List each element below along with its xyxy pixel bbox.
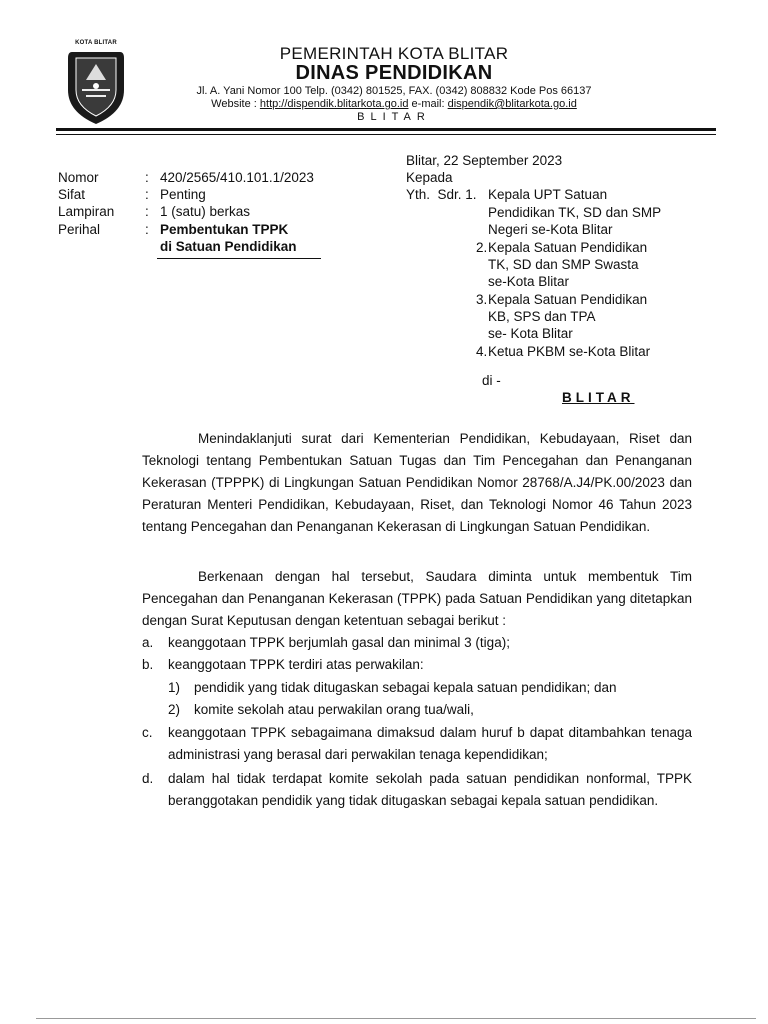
government-name: PEMERINTAH KOTA BLITAR bbox=[279, 44, 509, 63]
perihal-line1: Pembentukan TPPK bbox=[160, 222, 289, 237]
body-paragraph-2: Berkenaan dengan hal tersebut, Saudara diminta untuk membentuk Tim Pencegahan dan Penanganan Kekerasan (TPPK) pada Satuan Pendidikan yang ditetapkan dengan Surat Keputusan dengan ketentuan sebagai berikut : bbox=[142, 569, 692, 628]
recipient-1-line3: Negeri se-Kota Blitar bbox=[488, 222, 613, 237]
list-item-b2: komite sekolah atau perwakilan orang tua/wali, bbox=[194, 702, 474, 717]
recipient-3-line2: KB, SPS dan TPA bbox=[488, 309, 596, 324]
recipient-3-line3: se- Kota Blitar bbox=[488, 326, 573, 341]
recipient-2-line1: Kepala Satuan Pendidikan bbox=[488, 240, 648, 255]
nomor-value: 420/2565/410.101.1/2023 bbox=[160, 170, 314, 185]
list-item-b1: pendidik yang tidak ditugaskan sebagai kepala satuan pendidikan; dan bbox=[194, 680, 617, 695]
city-emblem bbox=[64, 40, 128, 128]
website-link[interactable]: http://dispendik.blitarkota.go.id bbox=[259, 98, 409, 110]
recipient-2-line3: se-Kota Blitar bbox=[488, 274, 570, 289]
emblem-caption: KOTA BLITAR bbox=[75, 40, 117, 46]
nomor-colon: : bbox=[145, 170, 149, 185]
sifat-colon: : bbox=[145, 187, 149, 202]
body-paragraph-1: Menindaklanjuti surat dari Kementerian Pendidikan, Kebudayaan, Riset dan Teknologi tentang Pembentukan Satuan Tugas dan Tim Pencegahan dan Penanganan Kekerasan (TPPPK) di Lingkungan Satuan Pendidikan Nomor 28768/A.J4/PK.00/2023 dan Peraturan Menteri Pendidikan, Kebudayaan, Riset, dan Teknologi Nomor 46 Tahun 2023 tentang Pencegahan dan Penanganan Kekerasan di Lingkungan Satuan Pendidikan. bbox=[142, 431, 692, 534]
letterhead-rule-thin bbox=[56, 134, 716, 135]
perihal-line2: di Satuan Pendidikan bbox=[160, 239, 297, 254]
lampiran-value: 1 (satu) berkas bbox=[160, 204, 251, 219]
letterhead-city: BLITAR bbox=[357, 111, 431, 123]
yth-label: Yth. Sdr. 1. bbox=[406, 187, 477, 202]
list-marker-b2: 2) bbox=[168, 702, 181, 717]
website-label: Website : bbox=[211, 98, 257, 110]
email-label: e-mail: bbox=[411, 98, 445, 110]
nomor-label: Nomor bbox=[58, 170, 99, 185]
letter-date: Blitar, 22 September 2023 bbox=[406, 153, 563, 168]
recipient-4-number: 4. bbox=[476, 344, 488, 359]
recipient-4-line1: Ketua PKBM se-Kota Blitar bbox=[488, 344, 651, 359]
sifat-value: Penting bbox=[160, 187, 206, 202]
office-address: Jl. A. Yani Nomor 100 Telp. (0342) 801525, FAX. (0342) 808832 Kode Pos 66137 bbox=[196, 85, 592, 97]
recipient-2-number: 2. bbox=[476, 240, 488, 255]
perihal-colon: : bbox=[145, 222, 149, 237]
recipient-1-line1: Kepala UPT Satuan bbox=[488, 187, 608, 202]
kepada-label: Kepada bbox=[406, 170, 453, 185]
recipient-3-line1: Kepala Satuan Pendidikan bbox=[488, 292, 648, 307]
list-marker-b1: 1) bbox=[168, 680, 181, 695]
list-item-a: keanggotaan TPPK berjumlah gasal dan minimal 3 (tiga); bbox=[168, 635, 510, 650]
list-marker-c: c. bbox=[142, 725, 153, 740]
recipient-3-number: 3. bbox=[476, 292, 488, 307]
di-label: di - bbox=[482, 373, 501, 388]
letterhead-rule bbox=[56, 128, 716, 131]
shield-icon bbox=[64, 46, 128, 126]
perihal-underline bbox=[157, 258, 321, 259]
list-marker-d: d. bbox=[142, 771, 154, 786]
destination-city: BLITAR bbox=[562, 390, 635, 405]
contact-line bbox=[140, 98, 648, 110]
list-item-d: dalam hal tidak terdapat komite sekolah pada satuan pendidikan nonformal, TPPK beranggotakan pendidik yang tidak ditugaskan sebagai kepala satuan pendidikan. bbox=[168, 771, 692, 808]
perihal-label: Perihal bbox=[58, 222, 101, 237]
lampiran-label: Lampiran bbox=[58, 204, 115, 219]
list-marker-b: b. bbox=[142, 657, 154, 672]
lampiran-colon: : bbox=[145, 204, 149, 219]
page-bottom-rule bbox=[36, 1018, 756, 1019]
sifat-label: Sifat bbox=[58, 187, 86, 202]
recipient-1-line2: Pendidikan TK, SD dan SMP bbox=[488, 205, 662, 220]
list-item-c: keanggotaan TPPK sebagaimana dimaksud dalam huruf b dapat ditambahkan tenaga administrasi yang berasal dari perwakilan tenaga kependidikan; bbox=[168, 725, 692, 762]
department-name: DINAS PENDIDIKAN bbox=[295, 62, 493, 84]
list-item-b: keanggotaan TPPK terdiri atas perwakilan: bbox=[168, 657, 424, 672]
email-link[interactable]: dispendik@blitarkota.go.id bbox=[447, 98, 577, 110]
recipient-2-line2: TK, SD dan SMP Swasta bbox=[488, 257, 639, 272]
list-marker-a: a. bbox=[142, 635, 154, 650]
